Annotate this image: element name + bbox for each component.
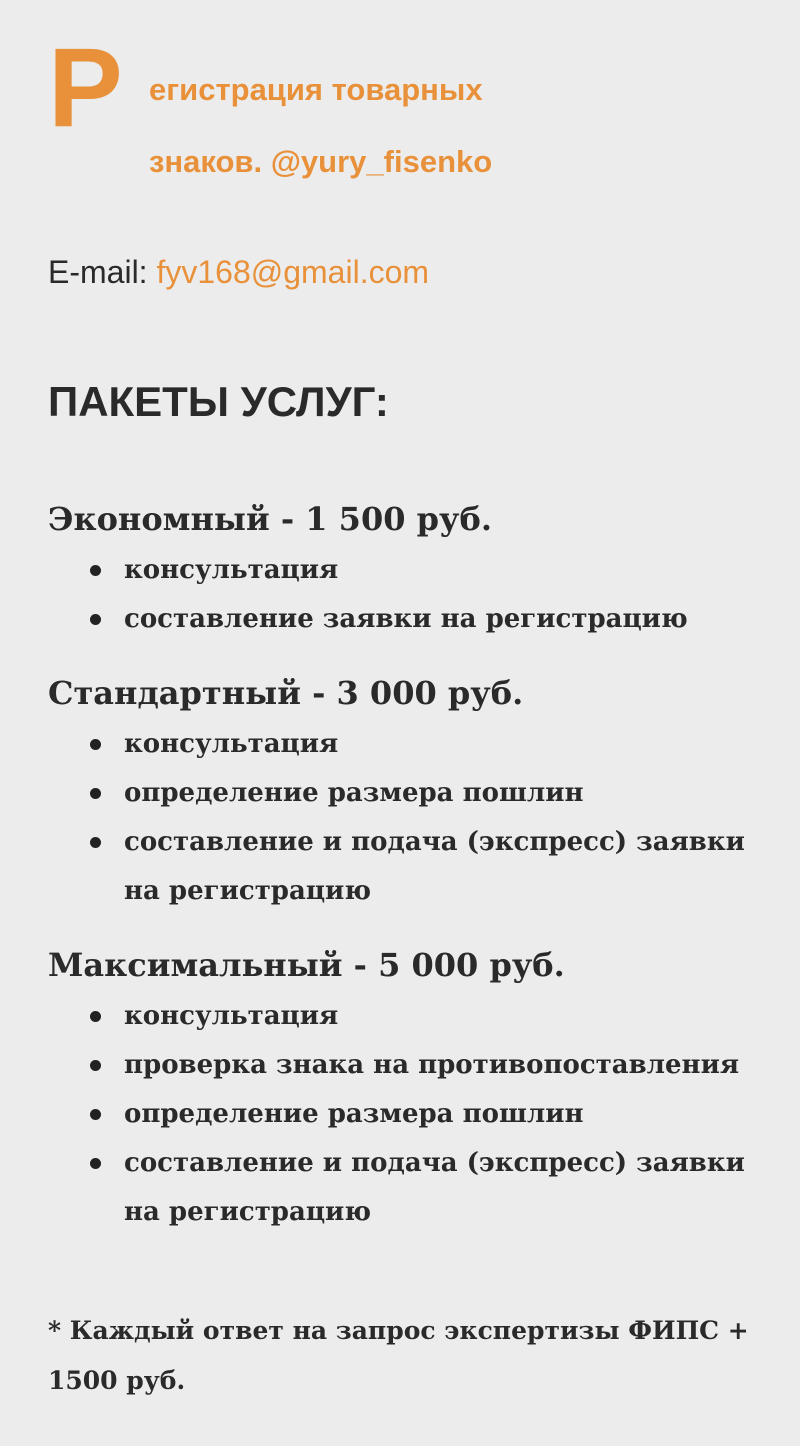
package-items bbox=[48, 546, 768, 644]
bullet-icon bbox=[90, 837, 101, 848]
list-item bbox=[124, 1139, 768, 1237]
page-header bbox=[48, 25, 768, 200]
package-maximum bbox=[48, 940, 768, 1237]
list-item bbox=[124, 769, 768, 818]
bullet-icon bbox=[90, 1011, 101, 1022]
packages-list bbox=[48, 494, 768, 1261]
package-items bbox=[48, 720, 768, 916]
bullet-icon bbox=[90, 788, 101, 799]
package-title: Стандартный - 3 000 руб. bbox=[48, 674, 524, 712]
list-item bbox=[124, 595, 768, 644]
list-item-text: проверка знака на противопоставления bbox=[124, 1050, 740, 1080]
page-title-line-2: знаков. @yury_fisenko bbox=[149, 144, 493, 179]
page-title-line-1: егистрация товарных bbox=[149, 72, 483, 107]
package-title: Экономный - 1 500 руб. bbox=[48, 500, 492, 538]
bullet-icon bbox=[90, 1060, 101, 1071]
section-title: ПАКЕТЫ УСЛУГ: bbox=[48, 378, 389, 425]
list-item bbox=[124, 1041, 768, 1090]
page-title bbox=[149, 54, 709, 198]
bullet-icon bbox=[90, 614, 101, 625]
list-item-text: консультация bbox=[124, 1001, 339, 1031]
list-item bbox=[124, 1090, 768, 1139]
list-item-text: определение размера пошлин bbox=[124, 1099, 584, 1129]
bullet-icon bbox=[90, 1158, 101, 1169]
package-economy bbox=[48, 494, 768, 644]
footnote bbox=[48, 1306, 768, 1406]
list-item bbox=[124, 546, 768, 595]
footnote-line-2: 1500 руб. bbox=[48, 1366, 186, 1395]
list-item-text: консультация bbox=[124, 729, 339, 759]
list-item bbox=[124, 720, 768, 769]
email-link[interactable]: fyv168@gmail.com bbox=[156, 254, 430, 290]
bullet-icon bbox=[90, 739, 101, 750]
bullet-icon bbox=[90, 1109, 101, 1120]
list-item-text: составление и подача (экспресс) заявки на регистрацию bbox=[124, 827, 745, 906]
email-label: E-mail: bbox=[48, 254, 157, 290]
bullet-icon bbox=[90, 565, 101, 576]
list-item-text: составление заявки на регистрацию bbox=[124, 604, 688, 634]
list-item bbox=[124, 992, 768, 1041]
drop-cap-letter: Р bbox=[48, 25, 123, 150]
list-item-text: консультация bbox=[124, 555, 339, 585]
package-items bbox=[48, 992, 768, 1237]
package-title: Максимальный - 5 000 руб. bbox=[48, 946, 565, 984]
package-standard bbox=[48, 668, 768, 916]
contact-email-row bbox=[48, 250, 429, 294]
list-item bbox=[124, 818, 768, 916]
footnote-line-1: * Каждый ответ на запрос экспертизы ФИПС + bbox=[48, 1316, 749, 1345]
list-item-text: определение размера пошлин bbox=[124, 778, 584, 808]
list-item-text: составление и подача (экспресс) заявки на регистрацию bbox=[124, 1148, 745, 1227]
